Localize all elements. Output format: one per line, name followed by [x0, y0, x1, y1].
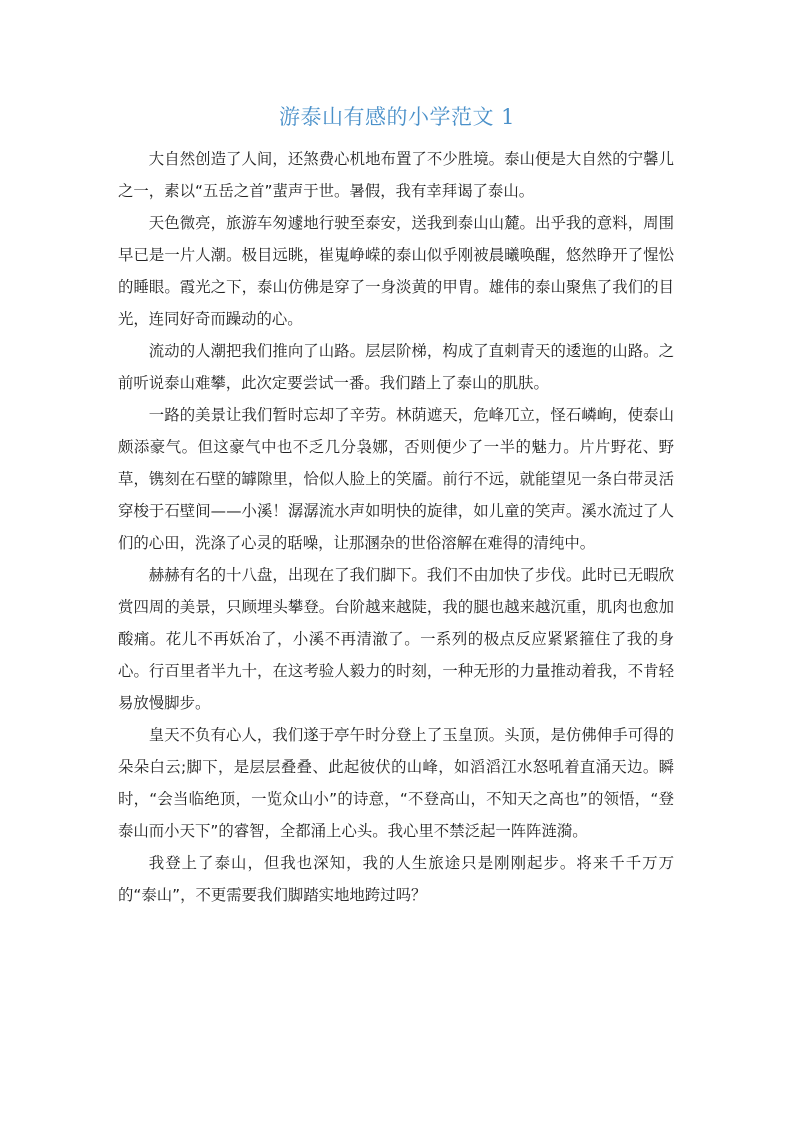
paragraph: 皇天不负有心人，我们遂于亭午时分登上了玉皇顶。头顶，是仿佛伸手可得的朵朵白云;脚下，是层层叠叠、此起彼伏的山峰，如滔滔江水怒吼着直涌天边。瞬时，“会当临绝顶，一览众山小”的诗意，“不登高山，不知天之高也”的领悟，“登泰山而小天下”的睿智，全都涌上心头。我心里不禁泛起一阵阵涟漪。: [118, 726, 674, 840]
paragraph: 流动的人潮把我们推向了山路。层层阶梯，构成了直刺青天的逶迤的山路。之前听说泰山难攀，此次定要尝试一番。我们踏上了泰山的肌肤。: [118, 342, 674, 392]
paragraph: 大自然创造了人间，还煞费心机地布置了不少胜境。泰山便是大自然的宁馨儿之一，素以“五岳之首”蜚声于世。暑假，我有幸拜谒了泰山。: [118, 150, 674, 200]
paragraph: 一路的美景让我们暂时忘却了辛劳。林荫遮天，危峰兀立，怪石嶙峋，使泰山颇添豪气。但这豪气中也不乏几分袅娜，否则便少了一半的魅力。片片野花、野草，镌刻在石壁的罅隙里，恰似人脸上的笑靥。前行不远，就能望见一条白带灵活穿梭于石壁间——小溪！潺潺流水声如明快的旋律，如儿童的笑声。溪水流过了人们的心田，洗涤了心灵的聒噪，让那溷杂的世俗溶解在难得的清纯中。: [118, 406, 674, 552]
document-title: 游泰山有感的小学范文 1: [278, 105, 516, 129]
paragraph: 赫赫有名的十八盘，出现在了我们脚下。我们不由加快了步伐。此时已无暇欣赏四周的美景，只顾埋头攀登。台阶越来越陡，我的腿也越来越沉重，肌肉也愈加酸痛。花儿不再妖冶了，小溪不再清澈了。一系列的极点反应紧紧箍住了我的身心。行百里者半九十，在这考验人毅力的时刻，一种无形的力量推动着我，不肯轻易放慢脚步。: [118, 566, 674, 712]
document-body: [118, 143, 674, 911]
paragraph: 天色微亮，旅游车匆遽地行驶至泰安，送我到泰山山麓。出乎我的意料，周围早已是一片人潮。极目远眺，崔嵬峥嵘的泰山似乎刚被晨曦唤醒，悠然睁开了惺忪的睡眼。霞光之下，泰山仿佛是穿了一身淡黄的甲胄。雄伟的泰山聚焦了我们的目光，连同好奇而躁动的心。: [118, 214, 674, 328]
paragraph: 我登上了泰山，但我也深知，我的人生旅途只是刚刚起步。将来千千万万的“泰山”，不更需要我们脚踏实地地跨过吗？: [118, 854, 674, 904]
